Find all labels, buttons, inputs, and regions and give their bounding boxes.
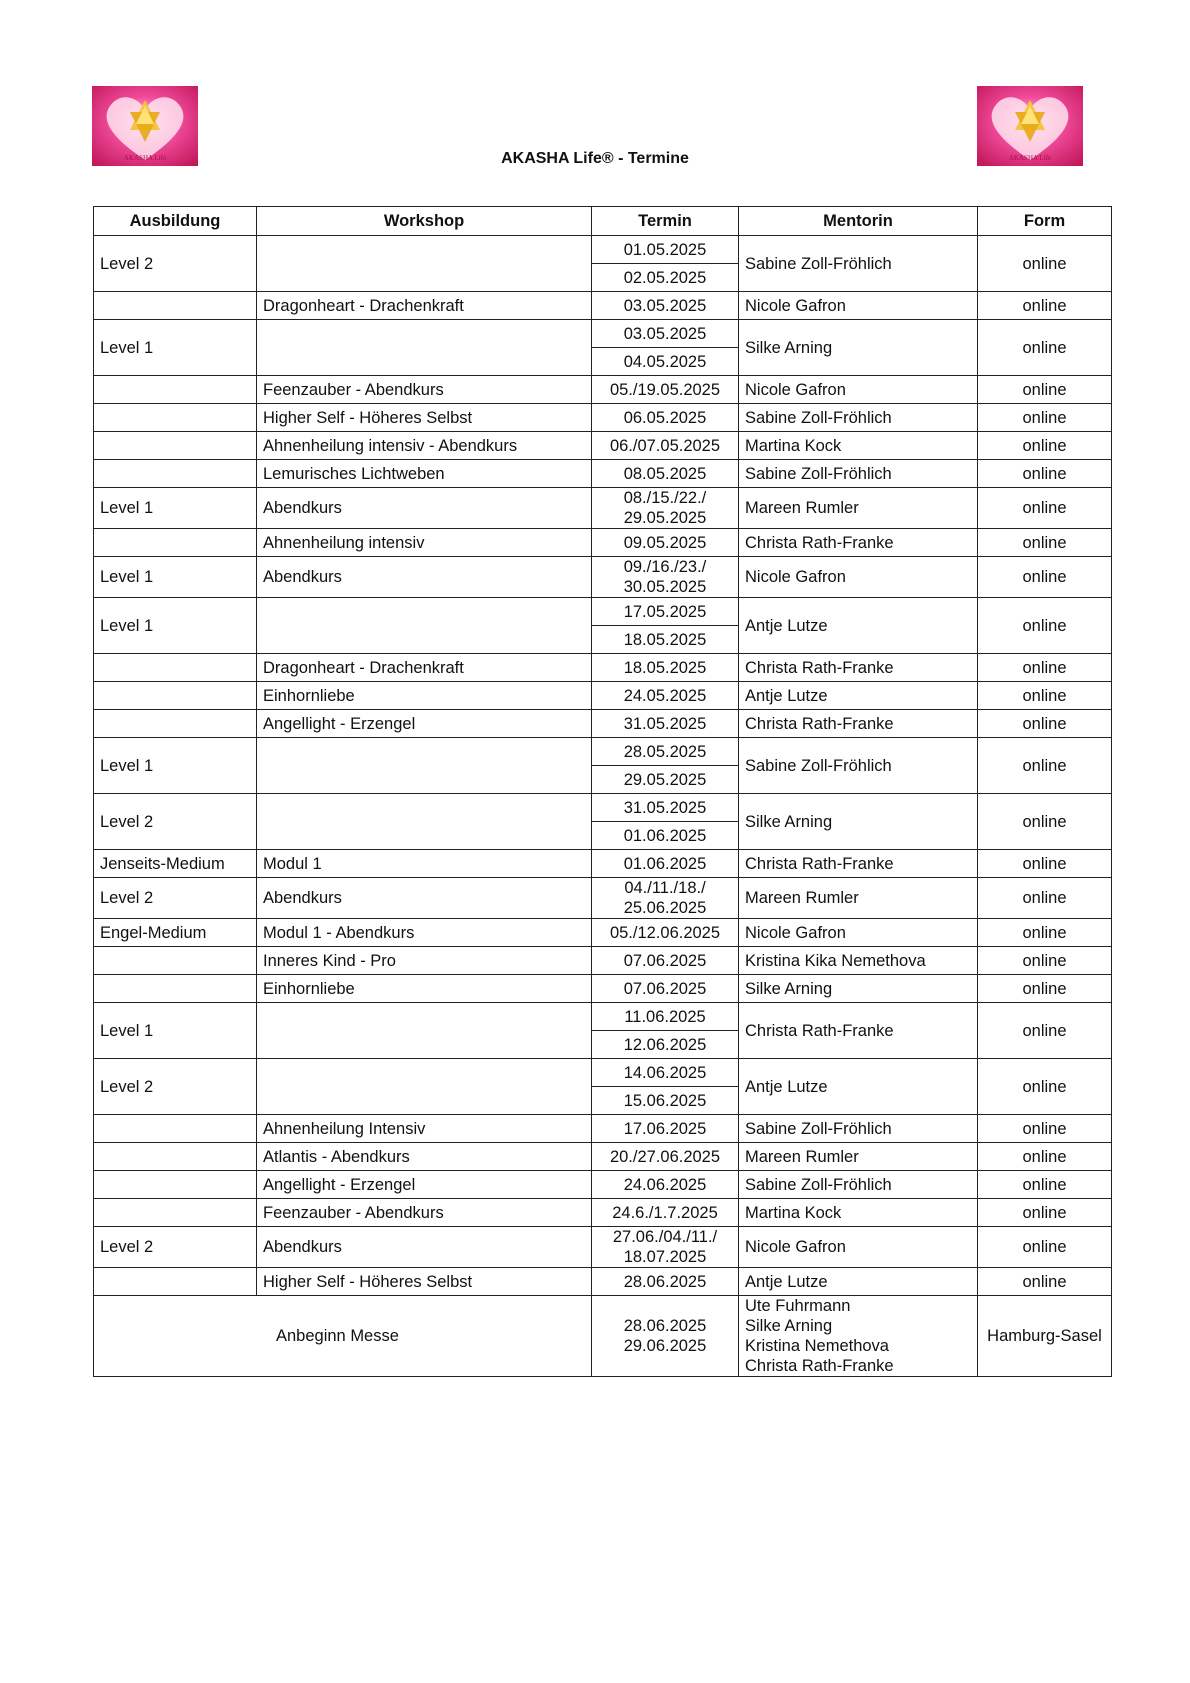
table-row	[94, 460, 1112, 488]
cell-form: online	[978, 320, 1112, 376]
table-row	[94, 320, 1112, 348]
cell-ausbildung	[94, 1115, 257, 1143]
cell-workshop	[257, 1059, 592, 1115]
cell-ausbildung: Level 2	[94, 1059, 257, 1115]
cell-form: online	[978, 850, 1112, 878]
cell-ausbildung	[94, 460, 257, 488]
cell-termin: 31.05.2025	[592, 794, 739, 822]
table-row	[94, 682, 1112, 710]
table-row	[94, 404, 1112, 432]
cell-termin-messe: 28.06.2025 29.06.2025	[592, 1296, 739, 1377]
cell-termin: 06./07.05.2025	[592, 432, 739, 460]
cell-mentorin: Antje Lutze	[739, 1268, 978, 1296]
cell-termin: 09.05.2025	[592, 529, 739, 557]
cell-workshop: Abendkurs	[257, 557, 592, 598]
cell-form: online	[978, 432, 1112, 460]
cell-mentorin: Nicole Gafron	[739, 1227, 978, 1268]
table-row	[94, 488, 1112, 529]
cell-workshop	[257, 738, 592, 794]
cell-workshop	[257, 1003, 592, 1059]
table-row	[94, 1171, 1112, 1199]
table-row	[94, 654, 1112, 682]
cell-form: online	[978, 1003, 1112, 1059]
cell-termin: 27.06./04./11./ 18.07.2025	[592, 1227, 739, 1268]
cell-workshop	[257, 794, 592, 850]
cell-form: online	[978, 598, 1112, 654]
cell-mentorin: Sabine Zoll-Fröhlich	[739, 236, 978, 292]
table-row	[94, 947, 1112, 975]
cell-termin: 05./19.05.2025	[592, 376, 739, 404]
cell-mentorin: Kristina Kika Nemethova	[739, 947, 978, 975]
column-header-form: Form	[978, 207, 1112, 236]
cell-mentorin: Nicole Gafron	[739, 919, 978, 947]
column-header-mentorin: Mentorin	[739, 207, 978, 236]
cell-termin: 18.05.2025	[592, 654, 739, 682]
cell-ausbildung	[94, 292, 257, 320]
column-header-ausbildung: Ausbildung	[94, 207, 257, 236]
cell-workshop: Higher Self - Höheres Selbst	[257, 404, 592, 432]
cell-form: online	[978, 1059, 1112, 1115]
cell-ausbildung	[94, 1199, 257, 1227]
cell-workshop	[257, 236, 592, 292]
cell-mentorin: Silke Arning	[739, 794, 978, 850]
cell-ausbildung: Level 2	[94, 794, 257, 850]
svg-text:AKASHA Life: AKASHA Life	[123, 154, 167, 162]
cell-termin: 28.06.2025	[592, 1268, 739, 1296]
cell-termin: 09./16./23./ 30.05.2025	[592, 557, 739, 598]
cell-termin: 28.05.2025	[592, 738, 739, 766]
cell-mentorin: Sabine Zoll-Fröhlich	[739, 1171, 978, 1199]
cell-termin: 05./12.06.2025	[592, 919, 739, 947]
cell-ausbildung: Jenseits-Medium	[94, 850, 257, 878]
cell-form: online	[978, 529, 1112, 557]
cell-termin: 18.05.2025	[592, 626, 739, 654]
table-row-messe	[94, 1296, 1112, 1377]
cell-ausbildung: Level 1	[94, 738, 257, 794]
cell-termin: 01.05.2025	[592, 236, 739, 264]
cell-ausbildung	[94, 1268, 257, 1296]
cell-form: online	[978, 292, 1112, 320]
cell-termin: 01.06.2025	[592, 822, 739, 850]
cell-form: online	[978, 1171, 1112, 1199]
table-row	[94, 1227, 1112, 1268]
table-row	[94, 529, 1112, 557]
cell-form: online	[978, 1268, 1112, 1296]
cell-termin: 31.05.2025	[592, 710, 739, 738]
cell-form: online	[978, 557, 1112, 598]
cell-form: online	[978, 236, 1112, 292]
cell-mentorin: Antje Lutze	[739, 598, 978, 654]
page-title: AKASHA Life® - Termine	[501, 150, 689, 167]
cell-workshop: Abendkurs	[257, 488, 592, 529]
cell-workshop: Dragonheart - Drachenkraft	[257, 654, 592, 682]
cell-termin: 08.05.2025	[592, 460, 739, 488]
table-row	[94, 794, 1112, 822]
table-row	[94, 598, 1112, 626]
cell-workshop: Ahnenheilung intensiv - Abendkurs	[257, 432, 592, 460]
cell-termin: 20./27.06.2025	[592, 1143, 739, 1171]
table-header-row	[94, 207, 1112, 236]
cell-termin: 17.06.2025	[592, 1115, 739, 1143]
cell-form: online	[978, 1227, 1112, 1268]
cell-ausbildung: Level 1	[94, 598, 257, 654]
cell-form: online	[978, 878, 1112, 919]
cell-workshop: Feenzauber - Abendkurs	[257, 376, 592, 404]
cell-form: online	[978, 1199, 1112, 1227]
cell-mentorin: Antje Lutze	[739, 682, 978, 710]
cell-ausbildung	[94, 947, 257, 975]
cell-termin: 29.05.2025	[592, 766, 739, 794]
cell-form: online	[978, 794, 1112, 850]
cell-workshop: Angellight - Erzengel	[257, 710, 592, 738]
cell-form: online	[978, 947, 1112, 975]
cell-ausbildung	[94, 654, 257, 682]
cell-form: online	[978, 738, 1112, 794]
cell-mentorin: Christa Rath-Franke	[739, 654, 978, 682]
column-header-workshop: Workshop	[257, 207, 592, 236]
cell-workshop: Feenzauber - Abendkurs	[257, 1199, 592, 1227]
cell-workshop-messe: Anbeginn Messe	[94, 1296, 592, 1377]
cell-form: online	[978, 404, 1112, 432]
cell-termin: 03.05.2025	[592, 320, 739, 348]
cell-form: online	[978, 376, 1112, 404]
cell-mentorin: Silke Arning	[739, 975, 978, 1003]
table-row	[94, 919, 1112, 947]
cell-form: online	[978, 1115, 1112, 1143]
cell-termin: 24.05.2025	[592, 682, 739, 710]
cell-workshop: Angellight - Erzengel	[257, 1171, 592, 1199]
cell-workshop: Modul 1	[257, 850, 592, 878]
cell-mentorin-messe: Ute Fuhrmann Silke Arning Kristina Nemethova Christa Rath-Franke	[739, 1296, 978, 1377]
cell-mentorin: Mareen Rumler	[739, 1143, 978, 1171]
cell-mentorin: Sabine Zoll-Fröhlich	[739, 404, 978, 432]
cell-form: online	[978, 682, 1112, 710]
cell-termin: 01.06.2025	[592, 850, 739, 878]
cell-ausbildung: Level 1	[94, 557, 257, 598]
cell-ausbildung	[94, 529, 257, 557]
cell-mentorin: Christa Rath-Franke	[739, 850, 978, 878]
cell-termin: 07.06.2025	[592, 975, 739, 1003]
cell-mentorin: Sabine Zoll-Fröhlich	[739, 1115, 978, 1143]
cell-termin: 24.06.2025	[592, 1171, 739, 1199]
cell-mentorin: Mareen Rumler	[739, 488, 978, 529]
cell-mentorin: Sabine Zoll-Fröhlich	[739, 460, 978, 488]
cell-ausbildung	[94, 975, 257, 1003]
cell-form: online	[978, 460, 1112, 488]
cell-termin: 17.05.2025	[592, 598, 739, 626]
cell-termin: 06.05.2025	[592, 404, 739, 432]
cell-mentorin: Nicole Gafron	[739, 557, 978, 598]
table-row	[94, 292, 1112, 320]
cell-termin: 02.05.2025	[592, 264, 739, 292]
cell-termin: 07.06.2025	[592, 947, 739, 975]
cell-form: online	[978, 975, 1112, 1003]
cell-ausbildung	[94, 376, 257, 404]
table-row	[94, 1115, 1112, 1143]
cell-termin: 24.6./1.7.2025	[592, 1199, 739, 1227]
table-row	[94, 710, 1112, 738]
cell-ausbildung	[94, 1143, 257, 1171]
cell-workshop: Abendkurs	[257, 878, 592, 919]
cell-workshop: Higher Self - Höheres Selbst	[257, 1268, 592, 1296]
cell-ausbildung	[94, 404, 257, 432]
table-row	[94, 432, 1112, 460]
cell-ausbildung: Level 2	[94, 236, 257, 292]
cell-form: online	[978, 710, 1112, 738]
cell-ausbildung: Level 2	[94, 878, 257, 919]
table-row	[94, 975, 1112, 1003]
cell-termin: 12.06.2025	[592, 1031, 739, 1059]
cell-workshop	[257, 598, 592, 654]
cell-ausbildung	[94, 432, 257, 460]
cell-workshop: Dragonheart - Drachenkraft	[257, 292, 592, 320]
cell-workshop: Ahnenheilung Intensiv	[257, 1115, 592, 1143]
cell-mentorin: Silke Arning	[739, 320, 978, 376]
table-row	[94, 1199, 1112, 1227]
cell-termin: 14.06.2025	[592, 1059, 739, 1087]
table-row	[94, 1143, 1112, 1171]
cell-ausbildung: Level 2	[94, 1227, 257, 1268]
table-row	[94, 738, 1112, 766]
table-row	[94, 878, 1112, 919]
cell-workshop	[257, 320, 592, 376]
cell-mentorin: Martina Kock	[739, 432, 978, 460]
cell-form: online	[978, 919, 1112, 947]
cell-termin: 04./11./18./ 25.06.2025	[592, 878, 739, 919]
cell-workshop: Abendkurs	[257, 1227, 592, 1268]
table-row	[94, 557, 1112, 598]
cell-ausbildung	[94, 1171, 257, 1199]
cell-form: online	[978, 654, 1112, 682]
table-row	[94, 376, 1112, 404]
cell-workshop: Inneres Kind - Pro	[257, 947, 592, 975]
cell-termin: 15.06.2025	[592, 1087, 739, 1115]
schedule-table	[93, 206, 1112, 1377]
cell-ausbildung	[94, 710, 257, 738]
cell-workshop: Ahnenheilung intensiv	[257, 529, 592, 557]
schedule-table-body	[94, 236, 1112, 1377]
cell-termin: 11.06.2025	[592, 1003, 739, 1031]
cell-mentorin: Martina Kock	[739, 1199, 978, 1227]
cell-mentorin: Sabine Zoll-Fröhlich	[739, 738, 978, 794]
table-row	[94, 1059, 1112, 1087]
cell-ausbildung: Level 1	[94, 320, 257, 376]
cell-ausbildung: Level 1	[94, 488, 257, 529]
table-row	[94, 1003, 1112, 1031]
cell-form: online	[978, 1143, 1112, 1171]
cell-workshop: Modul 1 - Abendkurs	[257, 919, 592, 947]
cell-mentorin: Nicole Gafron	[739, 292, 978, 320]
cell-mentorin: Antje Lutze	[739, 1059, 978, 1115]
table-row	[94, 850, 1112, 878]
svg-text:AKASHA Life: AKASHA Life	[1008, 154, 1052, 162]
cell-mentorin: Nicole Gafron	[739, 376, 978, 404]
cell-mentorin: Christa Rath-Franke	[739, 529, 978, 557]
cell-ausbildung: Engel-Medium	[94, 919, 257, 947]
cell-termin: 04.05.2025	[592, 348, 739, 376]
cell-workshop: Einhornliebe	[257, 682, 592, 710]
cell-mentorin: Christa Rath-Franke	[739, 1003, 978, 1059]
cell-mentorin: Mareen Rumler	[739, 878, 978, 919]
cell-ausbildung: Level 1	[94, 1003, 257, 1059]
cell-workshop: Atlantis - Abendkurs	[257, 1143, 592, 1171]
cell-workshop: Lemurisches Lichtweben	[257, 460, 592, 488]
cell-termin: 03.05.2025	[592, 292, 739, 320]
cell-form: online	[978, 488, 1112, 529]
cell-termin: 08./15./22./ 29.05.2025	[592, 488, 739, 529]
table-row	[94, 1268, 1112, 1296]
cell-workshop: Einhornliebe	[257, 975, 592, 1003]
cell-mentorin: Christa Rath-Franke	[739, 710, 978, 738]
column-header-termin: Termin	[592, 207, 739, 236]
cell-ausbildung	[94, 682, 257, 710]
table-row	[94, 236, 1112, 264]
cell-form-messe: Hamburg-Sasel	[978, 1296, 1112, 1377]
